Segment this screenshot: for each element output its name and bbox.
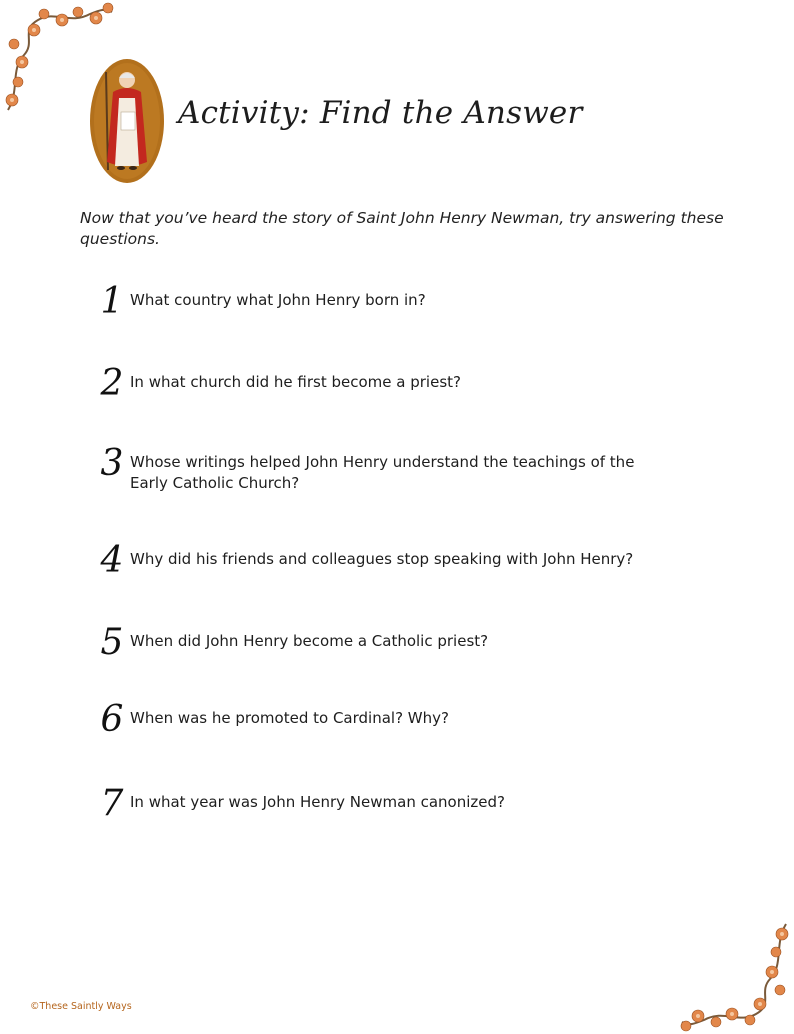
question-number: 6 <box>100 699 124 740</box>
question-text: Whose writings helped John Henry understand the teachings of the Early Catholic Church? <box>130 453 635 492</box>
question-number: 1 <box>100 281 124 322</box>
question-item <box>98 622 738 665</box>
question-number: 7 <box>100 783 124 824</box>
question-text: When was he promoted to Cardinal? Why? <box>130 709 449 727</box>
saint-john-henry-newman-illustration <box>89 58 165 184</box>
question-item <box>98 699 738 742</box>
question-text: What country what John Henry born in? <box>130 291 426 309</box>
question-text: In what church did he first become a priest? <box>130 373 461 391</box>
page-title: Activity: Find the Answer <box>178 95 583 131</box>
question-item <box>98 783 738 826</box>
copyright-footer: ©These Saintly Ways <box>30 1001 132 1012</box>
question-item <box>98 363 738 406</box>
question-item <box>98 281 738 324</box>
question-text: Why did his friends and colleagues stop speaking with John Henry? <box>130 550 634 568</box>
question-number: 3 <box>100 443 124 484</box>
question-number: 5 <box>100 622 124 663</box>
floral-corner-bottom-right <box>674 914 794 1034</box>
question-item <box>98 540 738 583</box>
question-text: In what year was John Henry Newman canonized? <box>130 793 505 811</box>
question-item <box>98 443 738 492</box>
question-number: 4 <box>100 540 124 581</box>
intro-text: Now that you’ve heard the story of Saint John Henry Newman, try answering these questions. <box>80 209 724 248</box>
question-text: When did John Henry become a Catholic priest? <box>130 632 489 650</box>
question-number: 2 <box>100 363 124 404</box>
